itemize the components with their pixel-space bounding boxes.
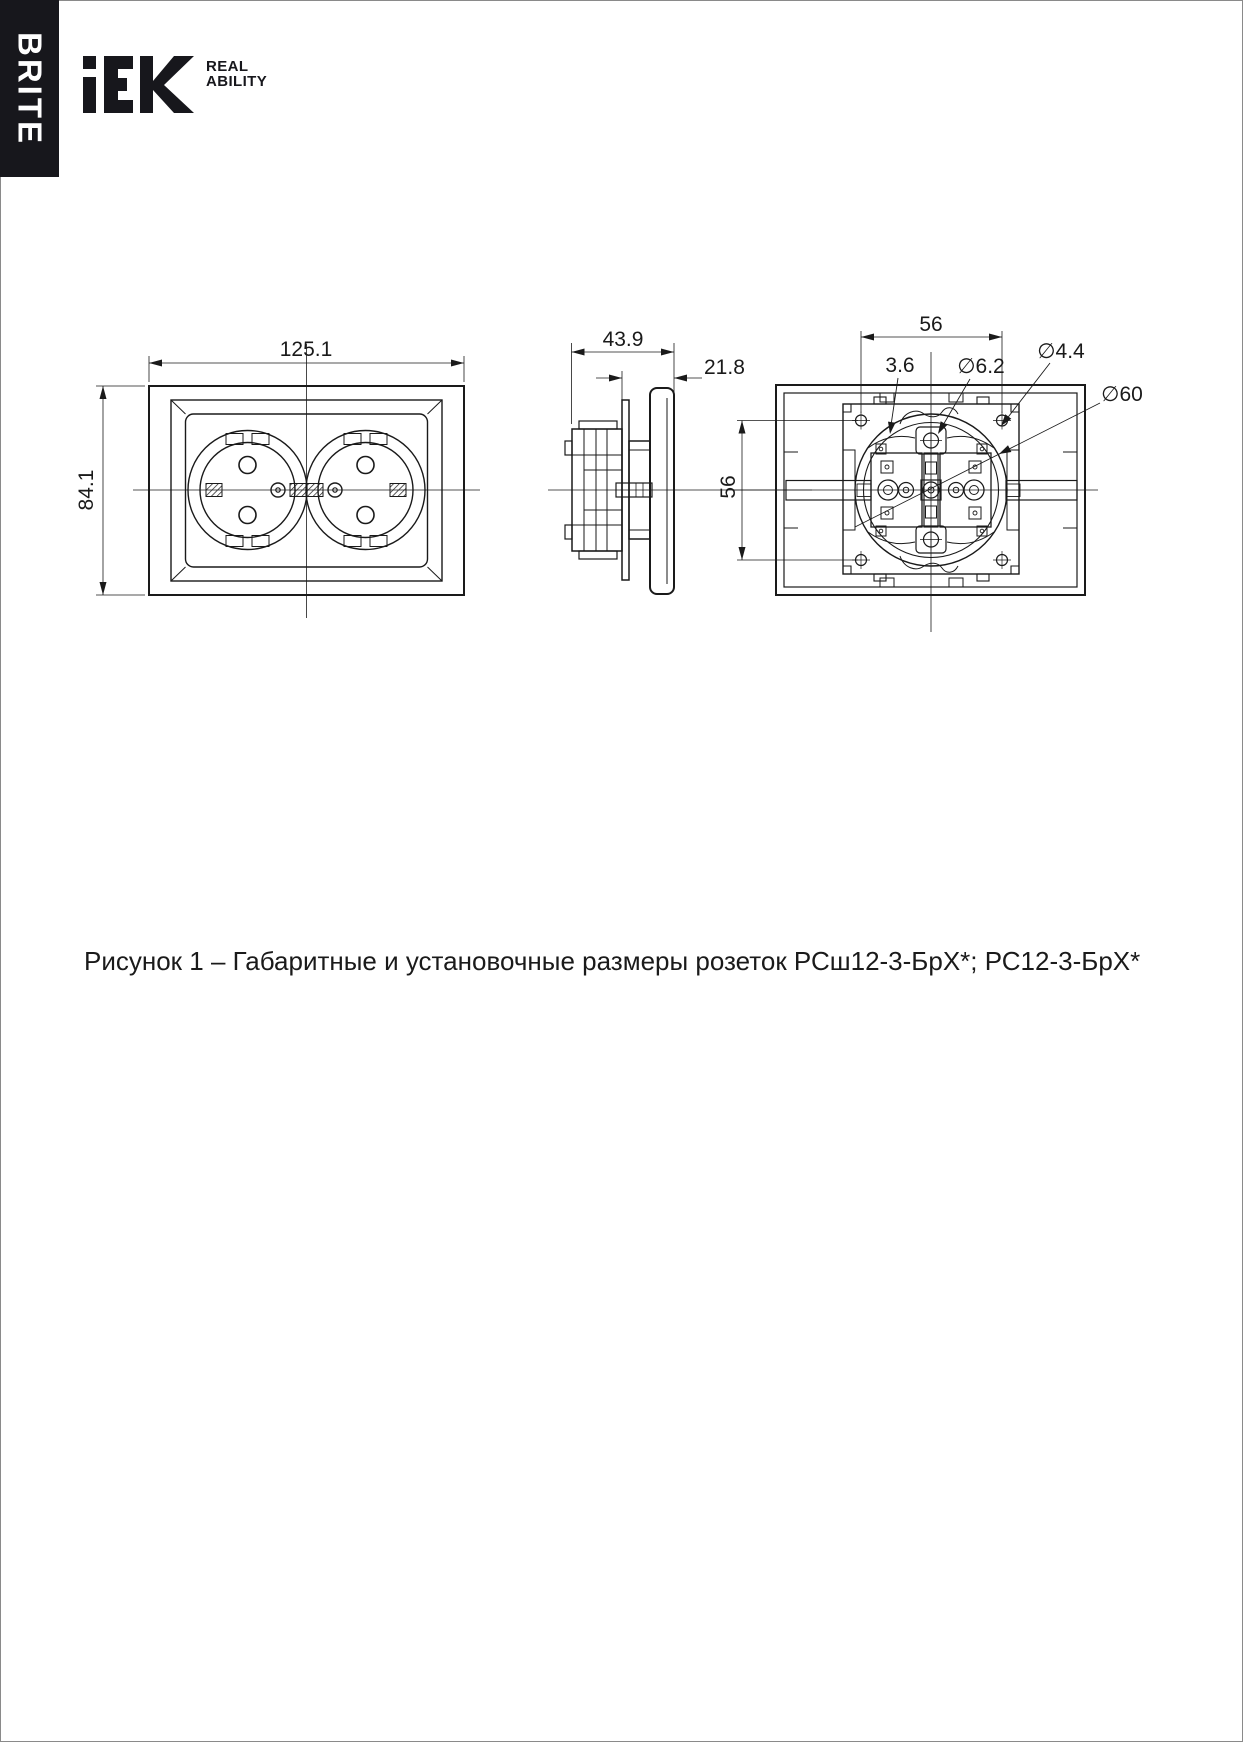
dim-rear-hole-spacing-v: 56 (717, 475, 740, 499)
dim-front-width: 125.1 (279, 338, 333, 361)
dim-side-front-depth: 21.8 (704, 356, 745, 379)
dim-rear-mount-hole: ∅4.4 (1037, 340, 1085, 363)
tagline-line2: ABILITY (206, 73, 268, 90)
dim-front-height: 84.1 (75, 469, 98, 511)
side-view (548, 343, 812, 594)
dim-rear-hole-spacing-h: 56 (919, 313, 943, 336)
dim-rear-body-diameter: ∅60 (1101, 383, 1143, 406)
tagline-line1: REAL (206, 58, 249, 75)
dim-rear-boss-hole: ∅6.2 (957, 355, 1005, 378)
figure-caption: Рисунок 1 – Габаритные и установочные размеры розеток РСш12-3-БрХ*; РС12-3-БрХ* (84, 946, 1141, 976)
brand-vertical-label: BRITE (11, 31, 49, 146)
dim-rear-claw: 3.6 (885, 354, 915, 377)
dim-side-depth: 43.9 (602, 328, 644, 351)
front-view (96, 344, 480, 618)
rear-view (733, 331, 1100, 632)
